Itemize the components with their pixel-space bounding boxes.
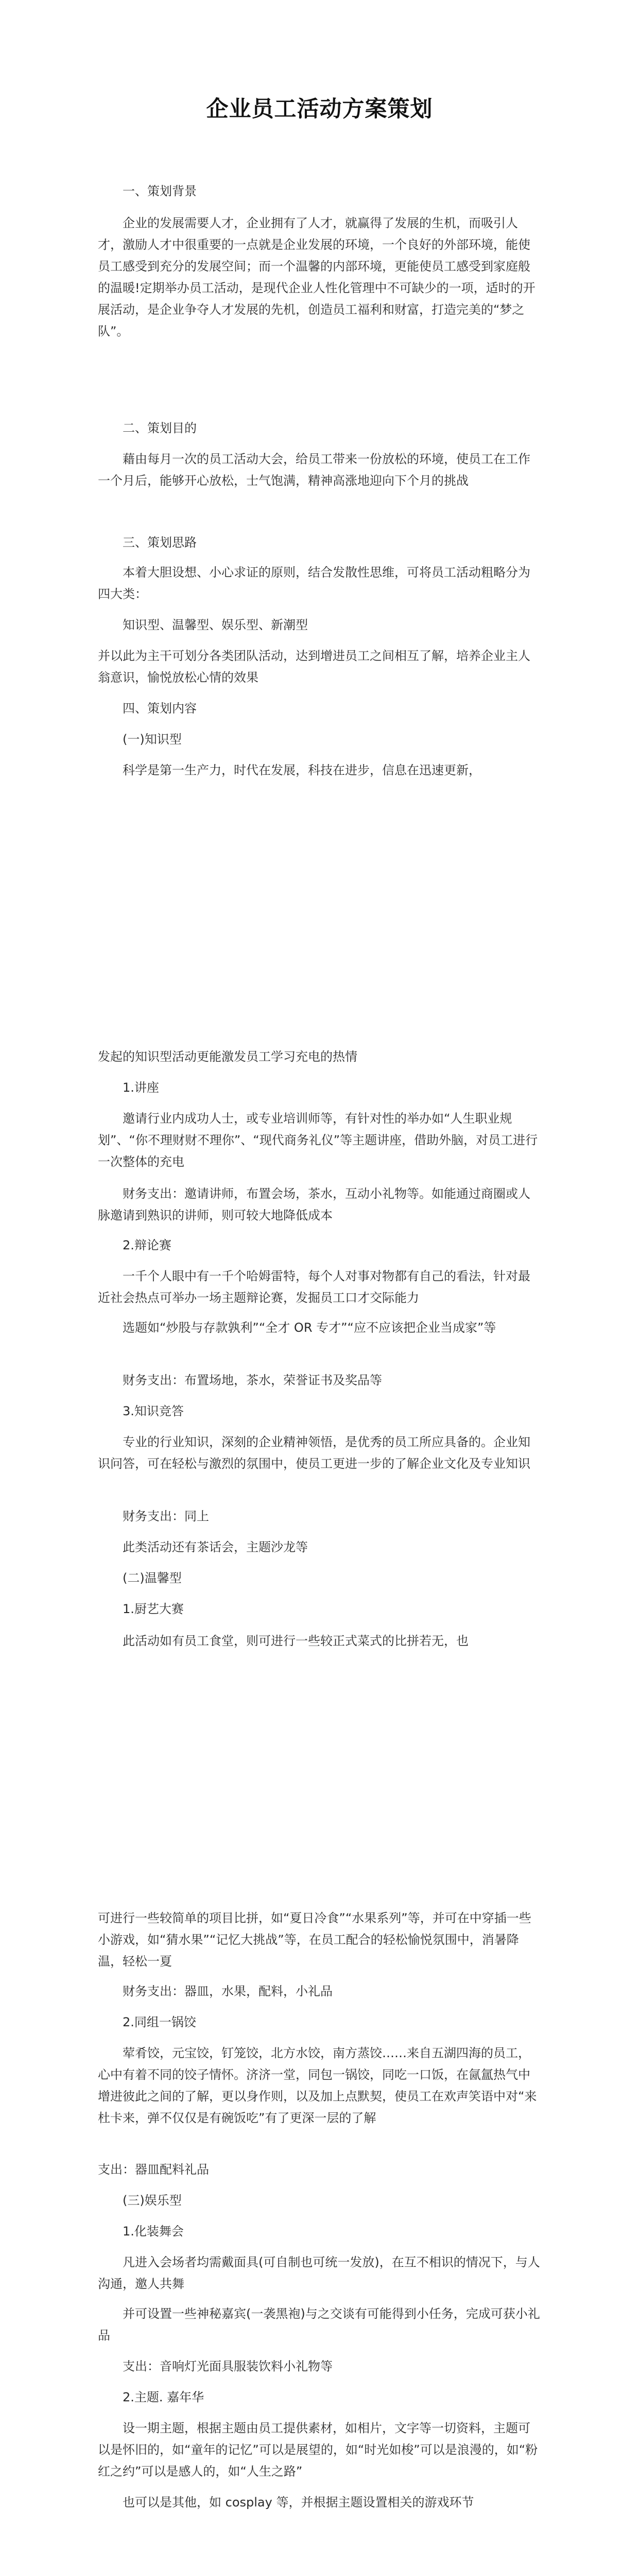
para-knowledge-intro-cont: 发起的知识型活动更能激发员工学习充电的热情 <box>98 1049 357 1064</box>
para-debate-cost: 财务支出：布置场地，茶水，荣誉证书及奖品等 <box>123 1373 382 1387</box>
heading-content: 四、策划内容 <box>123 701 197 716</box>
heading-carnival: 2.主题. 嘉年华 <box>123 2390 204 2404</box>
para-cooking: 可进行一些较简单的项目比拼，如“夏日冷食”“水果系列”等，并可在中穿插一些小游戏，如“猜水果”“记忆大挑战”等，在员工配合的轻松愉悦氛围中，消暑降温，轻松一夏 <box>98 1911 531 1969</box>
para-lecture: 邀请行业内成功人士，或专业培训师等，有针对性的举办如“人生职业规划”、“你不理财财不理你”、“现代商务礼仪”等主题讲座，借助外脑，对员工进行一次整体的充电 <box>98 1111 538 1169</box>
para-knowledge-intro: 科学是第一生产力，时代在发展，科技在进步，信息在迅速更新， <box>123 763 481 777</box>
heading-cooking: 1.厨艺大赛 <box>123 1602 184 1616</box>
para-carnival-cosplay: 也可以是其他，如 cosplay 等，并根据主题设置相关的游戏环节 <box>123 2495 474 2510</box>
para-approach-intro: 本着大胆设想、小心求证的原则，结合发散性思维，可将员工活动粗略分为四大类： <box>98 565 530 601</box>
para-carnival: 设一期主题，根据主题由员工提供素材，如相片，文字等一切资料，主题可以是怀旧的，如“童年的记忆”可以是展望的，如“时光如梭”可以是浪漫的，如“粉红之约”可以是感人的，如“人生之路” <box>98 2421 538 2479</box>
heading-lecture: 1.讲座 <box>123 1080 159 1095</box>
para-lecture-cost: 财务支出：邀请讲师，布置会场，茶水，互动小礼物等。如能通过商圈或人脉邀请到熟识的讲师，则可较大地降低成本 <box>98 1187 530 1223</box>
heading-purpose: 二、策划目的 <box>123 421 197 435</box>
para-background: 企业的发展需要人才，企业拥有了人才，就赢得了发展的生机，而吸引人才，激励人才中很重要的一点就是企业发展的环境，一个良好的外部环境，能使员工感受到充分的发展空间；而一个温馨的内部环境，更能使员工感受到家庭般的温暖!定期举办员工活动，是现代企业人性化管理中不可缺少的一项，适时的开展活动，是企业争夺人才发展的先机，创造员工福利和财富，打造完美的“梦之队”。 <box>98 216 536 338</box>
para-debate-topics: 选题如“炒股与存款孰利”“全才 OR 专才”“应不应该把企业当成家”等 <box>123 1320 496 1335</box>
para-approach-types: 知识型、温馨型、娱乐型、新潮型 <box>123 618 308 632</box>
heading-quiz: 3.知识竞答 <box>123 1404 184 1418</box>
para-masquerade-cost: 支出：音响灯光面具服装饮料小礼物等 <box>123 2359 333 2374</box>
heading-warm: (二)温馨型 <box>123 1571 182 1585</box>
para-dumplings: 荤肴饺，元宝饺，钉笼饺，北方水饺，南方蒸饺……来自五湖四海的员工，心中有着不同的饺子情怀。济济一堂，同包一锅饺，同吃一口饭，在氤氲热气中增进彼此之间的了解，更以身作则，以及加上点默契，使员工在欢声笑语中对“来杜卡来，弹不仅仅是有碗饭吃”有了更深一层的了解 <box>98 2046 537 2125</box>
heading-dumplings: 2.同组一锅饺 <box>123 2015 196 2029</box>
heading-approach: 三、策划思路 <box>123 535 197 550</box>
para-quiz: 专业的行业知识，深刻的企业精神领悟，是优秀的员工所应具备的。企业知识问答，可在轻松与激烈的氛围中，使员工更进一步的了解企业文化及专业知识 <box>98 1435 530 1471</box>
heading-masquerade: 1.化装舞会 <box>123 2224 184 2239</box>
para-cooking-intro: 此活动如有员工食堂，则可进行一些较正式菜式的比拼若无，也 <box>123 1634 469 1648</box>
para-cooking-cost: 财务支出：器皿，水果，配料，小礼品 <box>123 1984 333 1998</box>
heading-entertainment: (三)娱乐型 <box>123 2193 182 2208</box>
para-masquerade: 凡进入会场者均需戴面具(可自制也可统一发放)，在互不相识的情况下，与人沟通，邀人共舞 <box>98 2255 540 2291</box>
heading-debate: 2.辩论赛 <box>123 1238 171 1252</box>
heading-background: 一、策划背景 <box>123 184 197 198</box>
para-masquerade-guests: 并可设置一些神秘嘉宾(一袭黑袍)与之交谈有可能得到小任务，完成可获小礼品 <box>98 2307 540 2343</box>
para-debate: 一千个人眼中有一千个哈姆雷特，每个人对事对物都有自己的看法，针对最近社会热点可举办一场主题辩论赛，发掘员工口才交际能力 <box>98 1269 530 1305</box>
document-title: 企业员工活动方案策划 <box>206 96 433 122</box>
heading-knowledge: (一)知识型 <box>123 732 182 747</box>
para-knowledge-more: 此类活动还有茶话会，主题沙龙等 <box>123 1540 308 1554</box>
para-quiz-cost: 财务支出：同上 <box>123 1509 209 1523</box>
para-approach-effect: 并以此为主干可划分各类团队活动，达到增进员工之间相互了解，培养企业主人翁意识，愉悦放松心情的效果 <box>98 649 530 685</box>
para-purpose: 藉由每月一次的员工活动大会，给员工带来一份放松的环境，使员工在工作一个月后，能够开心放松，士气饱满，精神高涨地迎向下个月的挑战 <box>98 452 530 488</box>
para-dumplings-cost: 支出：器皿配料礼品 <box>98 2162 209 2177</box>
